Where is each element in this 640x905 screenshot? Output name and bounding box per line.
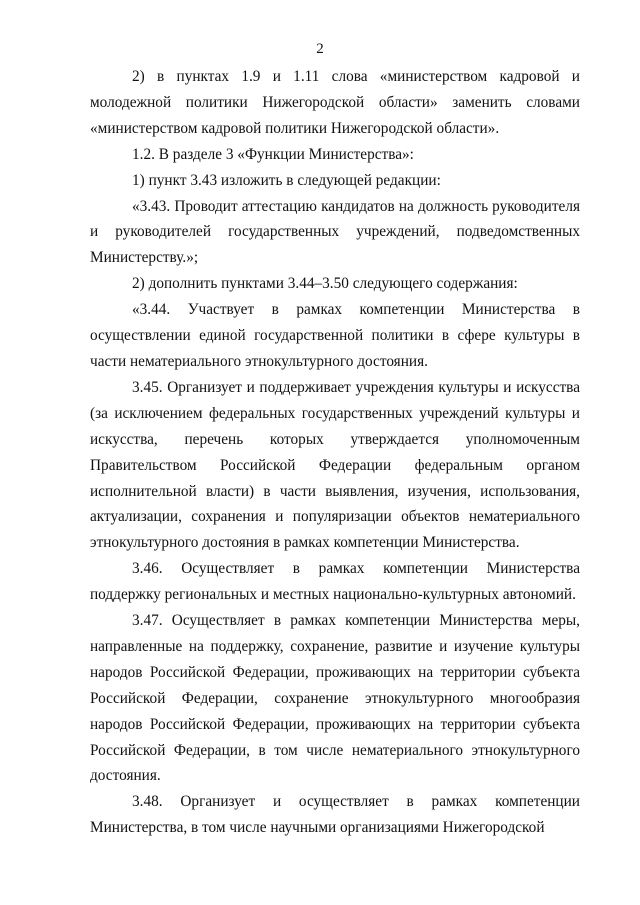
- paragraph-clause-3-45: 3.45. Организует и поддерживает учреждения культуры и искусства (за исключением федеральных государственных учреждений культуры и искусства, перечень которых утверждается уполномоченным Правительством Российской Федерации федеральным органом исполнительной власти) в части выявления, изучения, использования, актуализации, сохранения и популяризации объектов нематериального этнокультурного достояния в рамках компетенции Министерства.: [90, 378, 580, 552]
- paragraph-item-2-amendment: 2) в пунктах 1.9 и 1.11 слова «министерством кадровой и молодежной политики Нижегородской области» заменить словами «министерством кадровой политики Нижегородской области».: [90, 68, 580, 137]
- paragraph-clause-3-47: 3.47. Осуществляет в рамках компетенции Министерства меры, направленные на поддержку, сохранение, развитие и изучение культуры народов Российской Федерации, проживающих на территории субъекта Российской Федерации, сохранение этнокультурного многообразия народов Российской Федерации, проживающих на территории субъекта Российской Федерации, в том числе нематериального этнокультурного достояния.: [90, 612, 580, 785]
- paragraph-clause-3-44: «3.44. Участвует в рамках компетенции Министерства в осуществлении единой государственной политики в сфере культуры в части нематериального этнокультурного достояния.: [90, 301, 580, 370]
- page-number: 2: [316, 41, 324, 57]
- paragraph-item-2-supplement: 2) дополнить пунктами 3.44–3.50 следующего содержания:: [132, 275, 518, 293]
- paragraph-clause-3-43: «3.43. Проводит аттестацию кандидатов на должность руководителя и руководителей государственных учреждений, подведомственных Министерству.»;: [90, 197, 580, 267]
- paragraph-section-1-2: 1.2. В разделе 3 «Функции Министерства»:: [132, 145, 414, 163]
- paragraph-clause-3-48: 3.48. Организует и осуществляет в рамках компетенции Министерства, в том числе научными организациями Нижегородской: [90, 793, 580, 837]
- paragraph-item-1-p343: 1) пункт 3.43 изложить в следующей редакции:: [132, 171, 441, 189]
- paragraph-clause-3-46: 3.46. Осуществляет в рамках компетенции Министерства поддержку региональных и местных национально-культурных автономий.: [90, 560, 580, 604]
- document-body: [90, 64, 580, 841]
